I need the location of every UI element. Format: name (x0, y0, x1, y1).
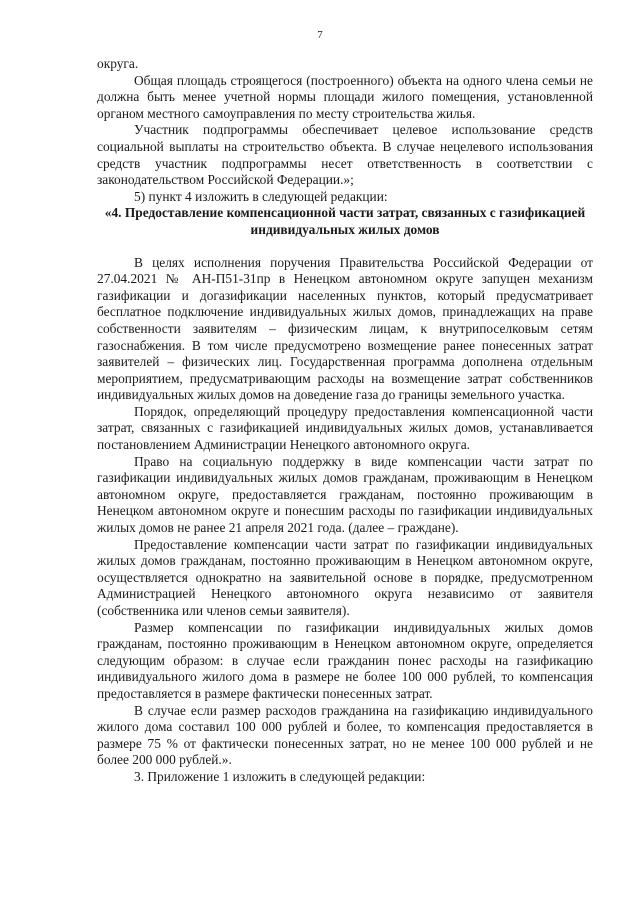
paragraph-gasification-mechanism: В целях исполнения поручения Правительства Российской Федерации от 27.04.2021 № АН-П51-31пр в Ненецком автономном округе запущен механизм газификации и догазификации населенных пунктов, который предусматривает бесплатное подключение индивидуальных жилых домов, принадлежащих на праве собственности заявителям – физическим лицам, к внутрипоселковым сетям газоснабжения. В том числе предусмотрено возмещение ранее понесенных затрат заявителей – физических лиц. Государственная программа дополнена отдельным мероприятием, предусматривающим расходы на возмещение затрат собственников индивидуальных жилых домов на доведение газа до границы земельного участка. (97, 254, 593, 403)
paragraph-target-use: Участник подпрограммы обеспечивает целевое использование средств социальной выплаты на строительство объекта. В случае нецелевого использования средств участник подпрограммы несет ответственность в соответствии с законодательством Российской Федерации.»; (97, 122, 593, 188)
paragraph-amendment-item-5: 5) пункт 4 изложить в следующей редакции: (134, 188, 388, 204)
paragraph-eligibility: Право на социальную поддержку в виде компенсации части затрат по газификации индивидуальных жилых домов гражданам, проживающим в Ненецком автономном округе, предоставляется гражданам, постоянно проживающим в Ненецком автономном округе и понесшим расходы по газификации индивидуальных жилых домов не ранее 21 апреля 2021 года. (далее – граждане). (97, 453, 593, 536)
paragraph-one-time-compensation: Предоставление компенсации части затрат по газификации индивидуальных жилых домов гражданам, постоянно проживающим в Ненецком автономном округе, осуществляется однократно на заявительной основе в порядке, предусмотренном Администрацией Ненецкого автономного округа независимо от заявителя (собственника или членов семьи заявителя). (97, 536, 593, 618)
paragraph-compensation-amount: Размер компенсации по газификации индивидуальных жилых домов гражданам, постоянно проживающим в Ненецком автономном округе, определяется следующим образом: в случае если гражданин понес расходы на газификацию индивидуального жилого дома в размере не более 100 000 рублей, то компенсация предоставляется в размере фактически понесенных затрат. (97, 619, 593, 701)
paragraph-area-requirement: Общая площадь строящегося (построенного) объекта на одного члена семьи не должна быть менее учетной нормы площади жилого помещения, установленной органом местного самоуправления по месту строительства жилья. (97, 72, 593, 121)
paragraph-appendix-1: 3. Приложение 1 изложить в следующей редакции: (134, 768, 426, 784)
paragraph-continuation: округа. (97, 56, 139, 71)
section-heading: «4. Предоставление компенсационной части затрат, связанных с газификацией индивидуальных жилых домов (104, 205, 586, 237)
page-number: 7 (317, 29, 323, 41)
paragraph-procedure: Порядок, определяющий процедуру предоставления компенсационной части затрат, связанных с газификацией индивидуальных жилых домов, устанавливается постановлением Администрации Ненецкого автономного округа. (97, 403, 593, 453)
document-body (97, 56, 593, 786)
paragraph-compensation-limits: В случае если размер расходов гражданина на газификацию индивидуального жилого дома составил 100 000 рублей и более, то компенсация предоставляется в размере 75 % от фактически понесенных затрат, но не менее 100 000 рублей и не более 200 000 рублей.». (97, 702, 593, 768)
